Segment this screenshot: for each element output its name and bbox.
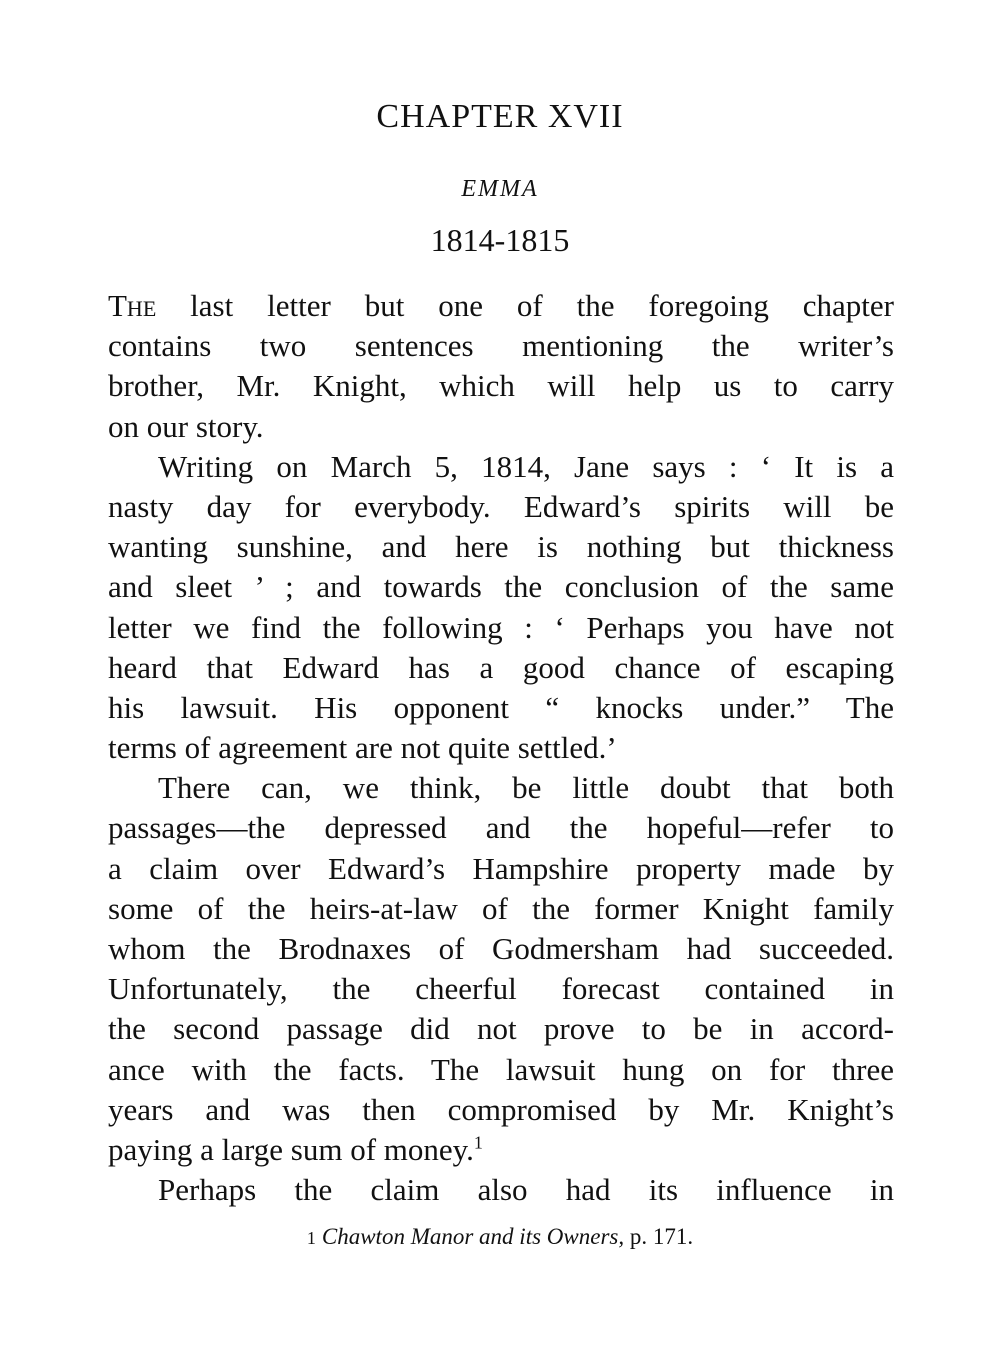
chapter-dates: 1814-1815 bbox=[430, 222, 570, 258]
text-span: last letter but one of the foregoing chapter bbox=[156, 288, 894, 323]
text-line: a claim over Edward’s Hampshire property made by bbox=[108, 850, 894, 886]
chapter-subtitle: EMMA bbox=[461, 176, 539, 202]
text-line: wanting sunshine, and here is nothing but thickness bbox=[108, 529, 894, 565]
text-span: paying a large sum of money. bbox=[108, 1131, 474, 1167]
text-line: his lawsuit. His opponent “ knocks under.” The bbox=[108, 689, 894, 725]
text-line: whom the Brodnaxes of Godmersham had succeeded. bbox=[108, 931, 894, 966]
paragraph-2 bbox=[108, 447, 894, 769]
footnote-number: 1 bbox=[306, 1228, 316, 1248]
text-line: nasty day for everybody. Edward’s spirits will be bbox=[108, 488, 894, 524]
text-line: and sleet ’ ; and towards the conclusion of the same bbox=[108, 569, 894, 605]
text-line: on our story. bbox=[108, 408, 264, 444]
paragraph-4 bbox=[108, 1170, 894, 1210]
drop-word: The bbox=[108, 288, 157, 323]
paragraph-1 bbox=[108, 286, 894, 447]
footnote-reference[interactable]: 1 bbox=[473, 1132, 483, 1153]
text-line: Perhaps the claim also had its influence in bbox=[158, 1172, 894, 1208]
text-line: Unfortunately, the cheerful forecast contained in bbox=[108, 971, 894, 1007]
footnote bbox=[0, 1224, 1000, 1250]
text-line: years and was then compromised by Mr. Knight’s bbox=[108, 1091, 894, 1127]
text-line bbox=[108, 1130, 894, 1170]
text-line: contains two sentences mentioning the writer’s bbox=[108, 328, 894, 364]
text-line: brother, Mr. Knight, which will help us to carry bbox=[108, 368, 894, 404]
body-text bbox=[108, 286, 894, 1210]
text-line bbox=[108, 286, 894, 326]
text-line: heard that Edward has a good chance of escaping bbox=[108, 649, 894, 685]
text-line: the second passage did not prove to be in accord- bbox=[108, 1011, 894, 1047]
chapter-heading: CHAPTER XVII bbox=[376, 98, 624, 135]
text-line: ance with the facts. The lawsuit hung on for three bbox=[108, 1051, 894, 1087]
footnote-page-ref: p. 171. bbox=[624, 1224, 694, 1249]
text-line: some of the heirs-at-law of the former Knight family bbox=[108, 890, 894, 926]
text-line: There can, we think, be little doubt that both bbox=[158, 770, 894, 806]
text-line: letter we find the following : ‘ Perhaps you have not bbox=[108, 609, 894, 645]
text-line: passages—the depressed and the hopeful—refer to bbox=[108, 810, 894, 846]
paragraph-3 bbox=[108, 768, 894, 1170]
text-line: Writing on March 5, 1814, Jane says : ‘ It is a bbox=[158, 448, 894, 484]
footnote-source-title: Chawton Manor and its Owners, bbox=[321, 1224, 625, 1249]
text-line: terms of agreement are not quite settled.’ bbox=[108, 730, 617, 766]
